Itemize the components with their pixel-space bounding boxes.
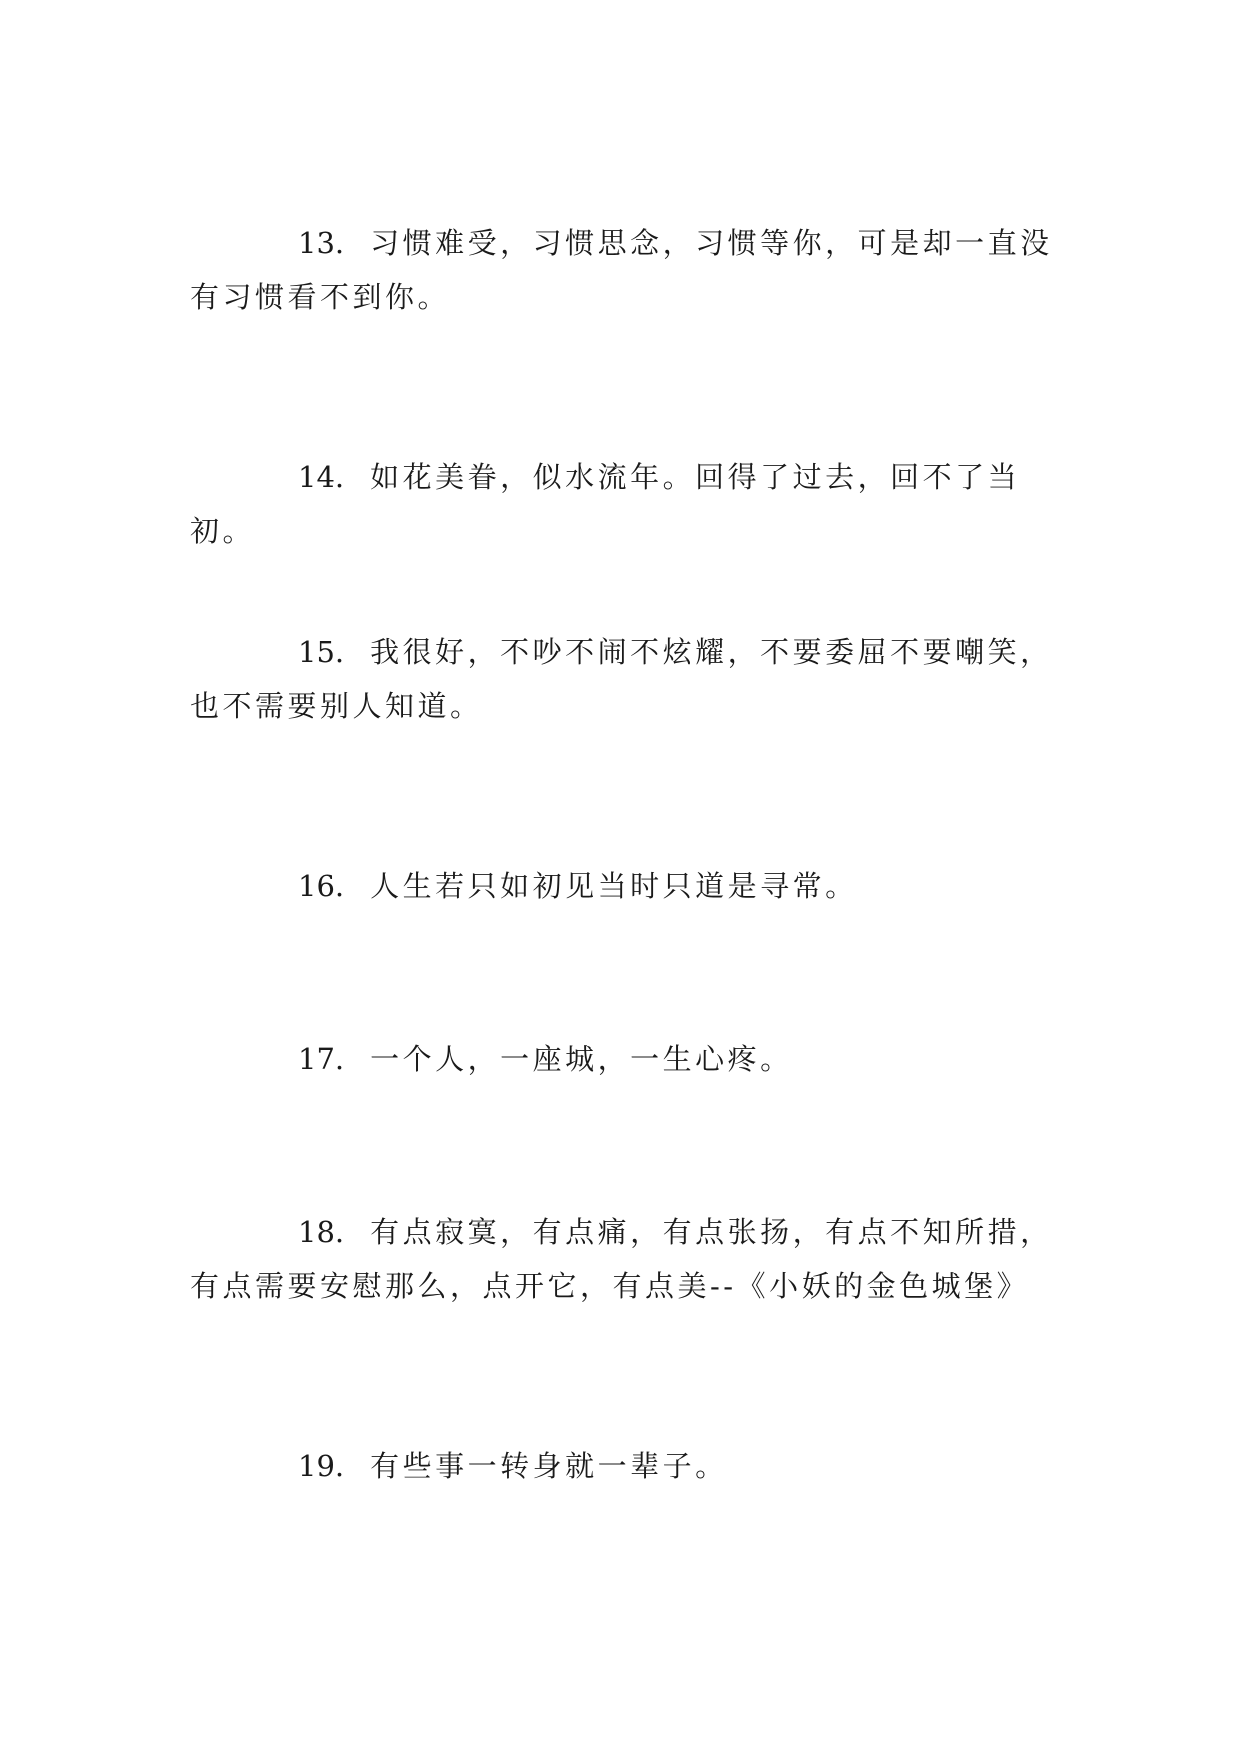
list-item — [190, 216, 1070, 324]
item-number: 17. — [298, 1042, 345, 1076]
item-text: 习惯难受，习惯思念，习惯等你，可是却一直没有习惯看不到你。 — [190, 226, 1053, 314]
item-number: 15. — [298, 635, 345, 669]
item-number: 13. — [298, 226, 345, 260]
list-item — [190, 450, 1070, 558]
item-text: 如花美眷，似水流年。回得了过去，回不了当初。 — [190, 460, 1021, 548]
list-item — [190, 625, 1070, 733]
item-number: 14. — [298, 460, 345, 494]
item-text: 有点寂寞，有点痛，有点张扬，有点不知所措，有点需要安慰那么，点开它，有点美--《小妖的金色城堡》 — [190, 1215, 1053, 1303]
item-text: 一个人，一座城，一生心疼。 — [370, 1042, 793, 1076]
item-number: 18. — [298, 1215, 345, 1249]
item-text: 我很好，不吵不闹不炫耀，不要委屈不要嘲笑，也不需要别人知道。 — [190, 635, 1053, 723]
item-number: 19. — [298, 1449, 345, 1483]
list-item — [190, 1205, 1070, 1313]
list-item — [190, 859, 1070, 913]
list-item — [190, 1032, 1070, 1086]
item-number: 16. — [298, 869, 345, 903]
item-text: 人生若只如初见当时只道是寻常。 — [370, 869, 858, 903]
item-text: 有些事一转身就一辈子。 — [370, 1449, 728, 1483]
list-item — [190, 1439, 1070, 1493]
